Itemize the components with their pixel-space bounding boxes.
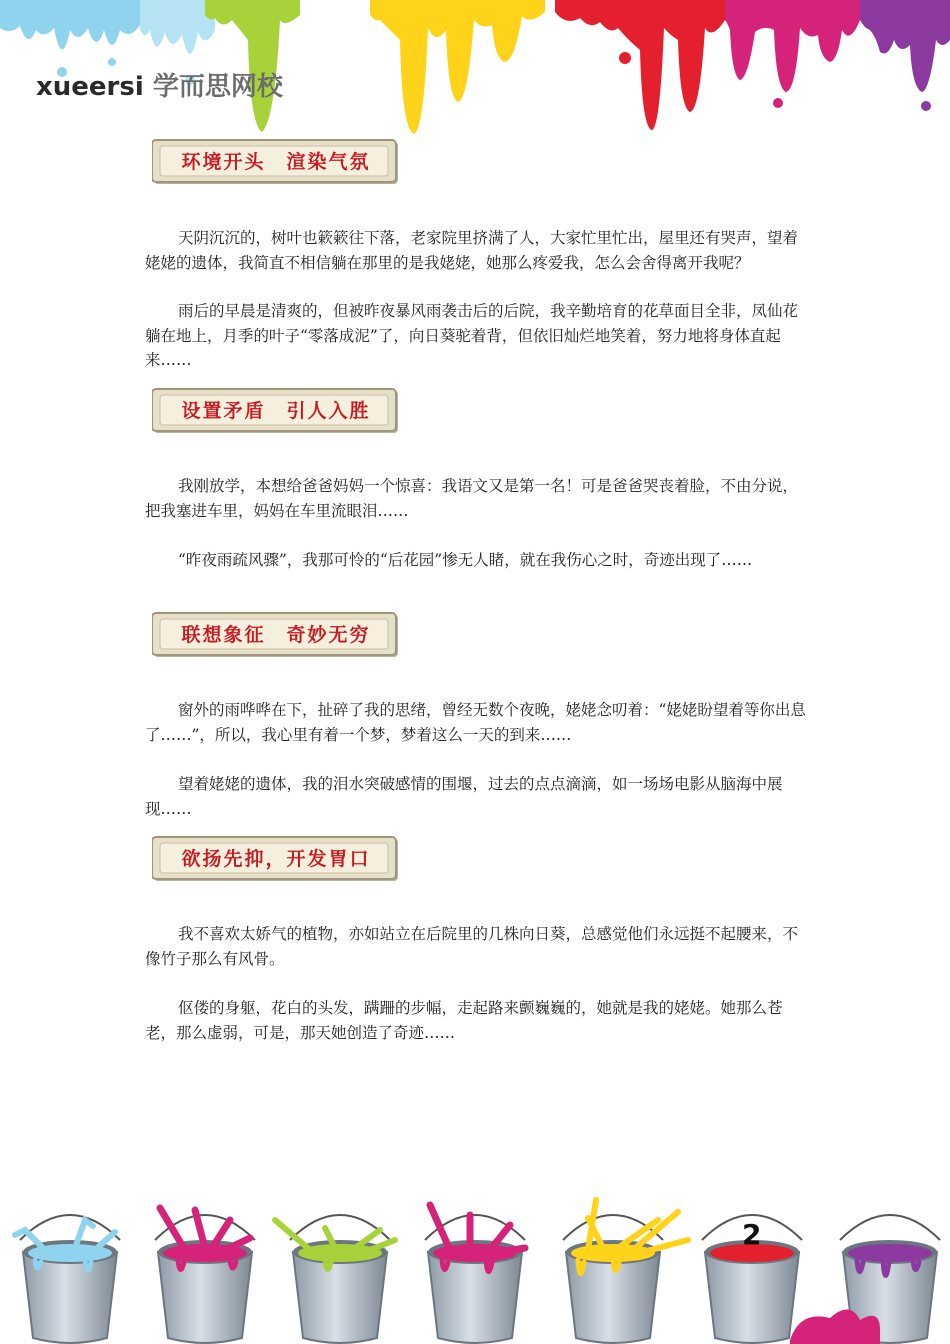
bucket-magenta-2 bbox=[425, 1205, 525, 1343]
paragraph: “昨夜雨疏风骤”，我那可怜的“后花园”惨无人睹，就在我伤心之时，奇迹出现了…… bbox=[178, 551, 753, 569]
section-banner-text: 环境开头 渲染气氛 bbox=[181, 151, 371, 173]
paint-buckets-decoration bbox=[0, 1190, 950, 1344]
paragraph: 我刚放学，本想给爸爸妈妈一个惊喜：我语文又是第一名！可是爸爸哭丧着脸，不由分说，把我塞进车里，妈妈在车里流眼泪…… bbox=[145, 477, 799, 520]
paragraph: 天阴沉沉的，树叶也簌簌往下落，老家院里挤满了人，大家忙里忙出，屋里还有哭声，望着姥姥的遗体，我简直不相信躺在那里的是我姥姥，她那么疼爱我，怎么会舍得离开我呢？ bbox=[145, 229, 799, 272]
section-banner bbox=[152, 611, 400, 659]
section-banner bbox=[152, 387, 400, 435]
section-banner-text: 联想象征 奇妙无穷 bbox=[181, 624, 371, 646]
paragraph: 窗外的雨哗哗在下，扯碎了我的思绪，曾经无数个夜晚，姥姥念叨着：“姥姥盼望着等你出息了……”，所以，我心里有着一个梦，梦着这么一天的到来…… bbox=[145, 701, 806, 744]
bucket-yellow bbox=[563, 1200, 688, 1343]
paragraph: 伛偻的身躯，花白的头发，蹒跚的步幅，走起路来颤巍巍的，她就是我的姥姥。她那么苍老，那么虚弱，可是，那天她创造了奇迹…… bbox=[145, 999, 783, 1042]
logo-latin: xueersi bbox=[36, 72, 144, 102]
bucket-green bbox=[275, 1215, 395, 1343]
section-banner-text: 设置矛盾 引人入胜 bbox=[181, 400, 371, 422]
bucket-blue bbox=[15, 1215, 120, 1343]
paragraph: 雨后的早晨是清爽的，但被昨夜暴风雨袭击后的后院，我辛勤培育的花草面目全非，凤仙花躺在地上，月季的叶子“零落成泥”了，向日葵驼着背，但依旧灿烂地笑着，努力地将身体直起来…… bbox=[145, 302, 799, 369]
page-number: 2 bbox=[742, 1218, 762, 1251]
section-banner bbox=[152, 138, 400, 186]
section-banner-text: 欲扬先抑，开发胃口 bbox=[181, 848, 371, 870]
paragraph: 望着姥姥的遗体，我的泪水突破感情的围堰，过去的点点滴滴，如一场场电影从脑海中展现…… bbox=[145, 775, 783, 818]
bucket-magenta bbox=[155, 1208, 255, 1343]
logo bbox=[36, 66, 283, 103]
section-banner bbox=[152, 835, 400, 883]
paragraph: 我不喜欢太娇气的植物，亦如站立在后院里的几株向日葵，总感觉他们永远挺不起腰来，不像竹子那么有风骨。 bbox=[145, 925, 799, 968]
logo-chinese: 学而思网校 bbox=[152, 72, 283, 102]
